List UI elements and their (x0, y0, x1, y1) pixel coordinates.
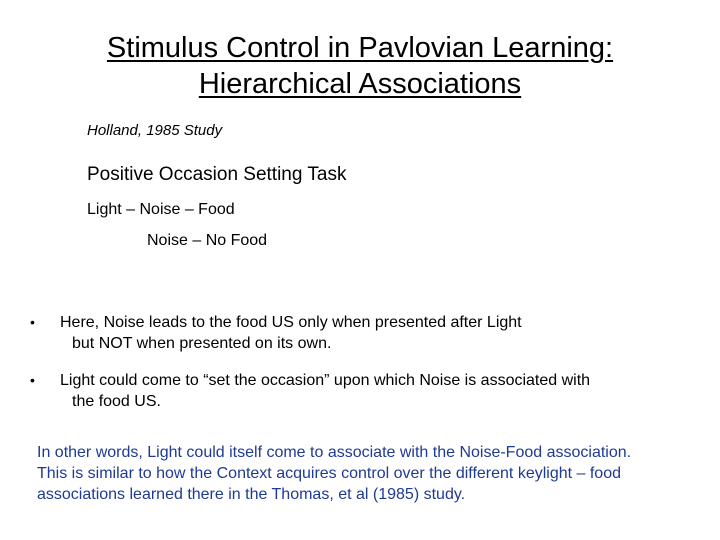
slide-title-line-2: Hierarchical Associations (198, 68, 522, 100)
bullet-icon: • (30, 314, 35, 330)
summary-line-1: In other words, Light could itself come to associate with the Noise-Food association. (37, 444, 632, 461)
sequence-noise-no-food: Noise – No Food (147, 232, 268, 249)
bullet-icon: • (30, 372, 35, 388)
bullet-line-2: but NOT when presented on its own. (72, 335, 332, 352)
bullet-line-1: Here, Noise leads to the food US only when presented after Light (60, 314, 522, 331)
task-title: Positive Occasion Setting Task (87, 164, 347, 185)
sequence-light-noise-food: Light – Noise – Food (87, 201, 235, 218)
slide-title-line-1: Stimulus Control in Pavlovian Learning: (106, 32, 614, 64)
bullet-line-2: the food US. (72, 393, 161, 410)
summary-line-3: associations learned there in the Thomas, et al (1985) study. (37, 486, 466, 503)
bullet-item (30, 370, 700, 412)
bullet-line-1: Light could come to “set the occasion” upon which Noise is associated with (60, 372, 591, 389)
bullet-item (30, 312, 700, 354)
slide-title (0, 30, 720, 102)
summary-line-2: This is similar to how the Context acquires control over the different keylight – food (37, 465, 621, 482)
summary-paragraph (37, 442, 717, 505)
bullet-list (30, 312, 700, 428)
study-citation: Holland, 1985 Study (87, 122, 223, 139)
